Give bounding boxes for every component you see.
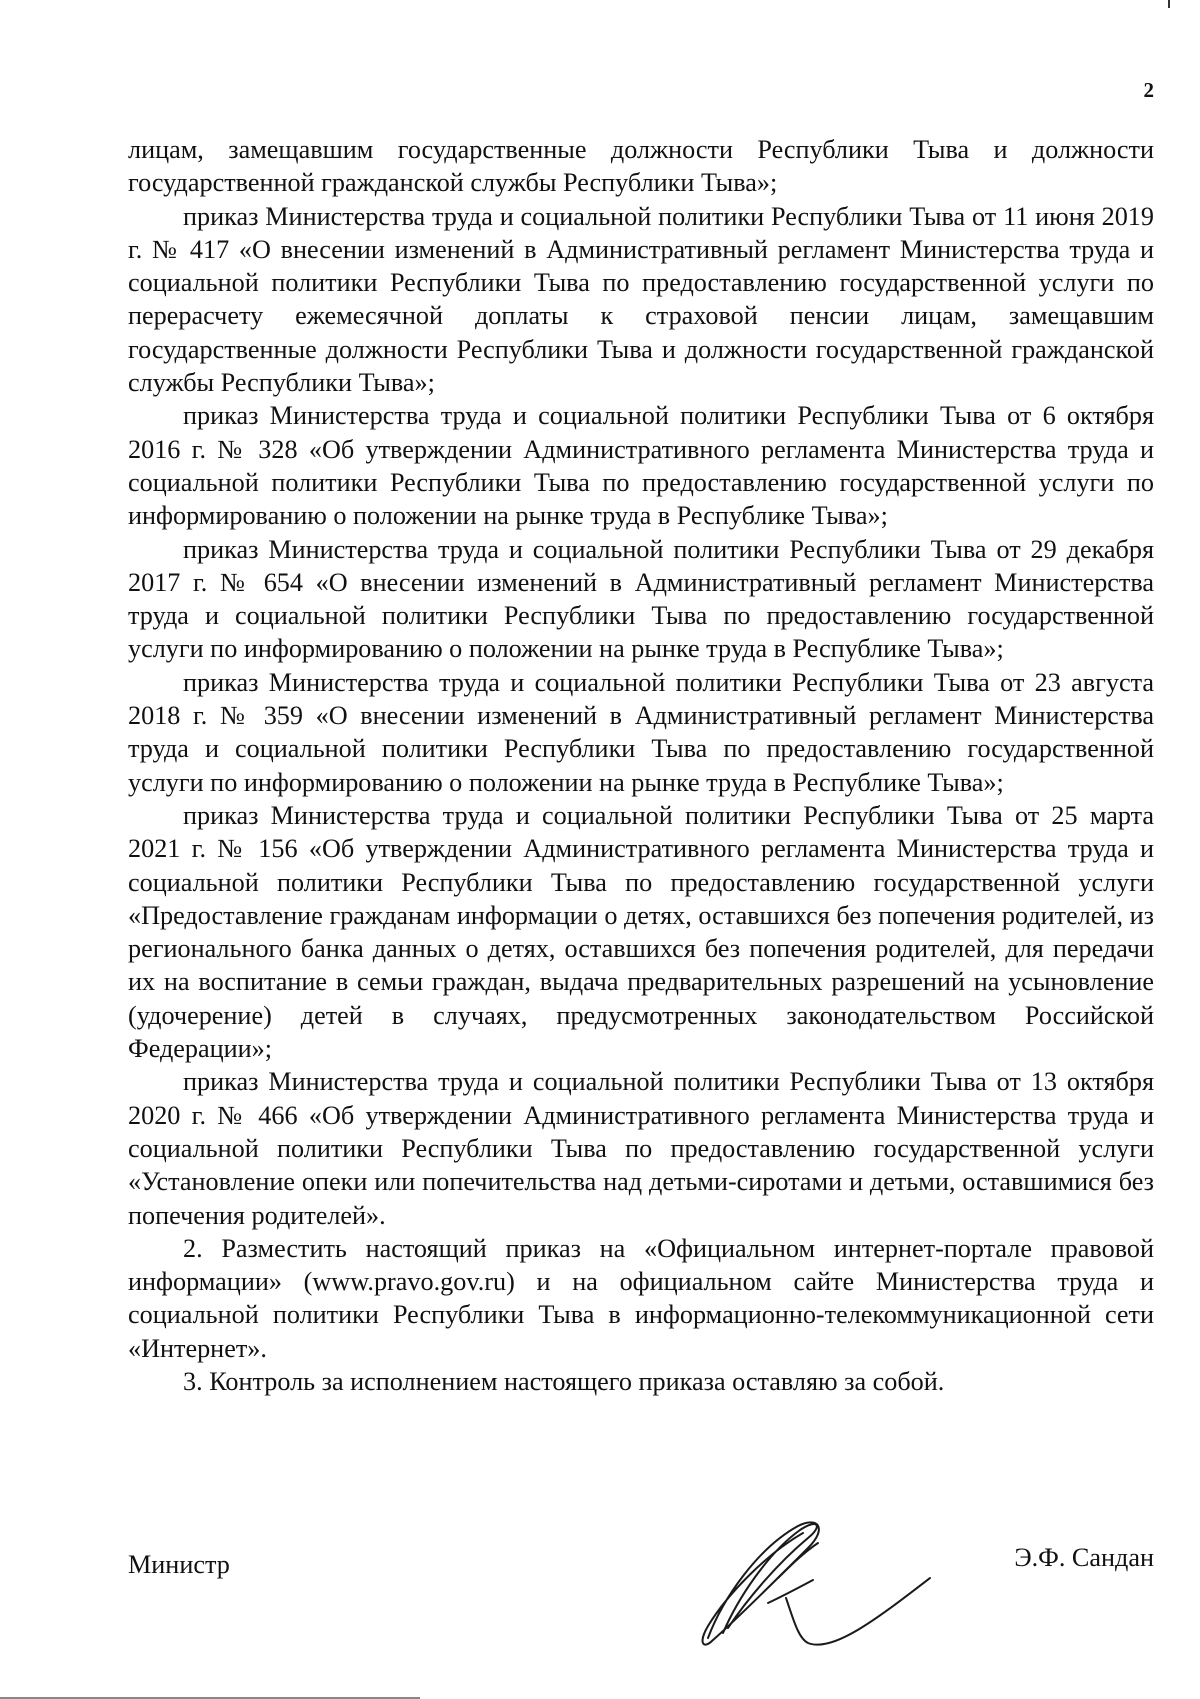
paragraph: 2. Разместить настоящий приказ на «Официальном интернет-портале правовой информации» (www.pravo.gov.ru) и на официальном сайте Министерства труда и социальной политики Республики Тыва в информационно-телекоммуникационной сети «Интернет». <box>128 1233 1154 1363</box>
scan-corner-mark <box>1168 0 1170 8</box>
signer-name: Э.Ф. Сандан <box>1014 1543 1154 1572</box>
paragraph: приказ Министерства труда и социальной политики Республики Тыва от 11 июня 2019 г. № 417 «О внесении изменений в Административный регламент Министерства труда и социальной политики Республики Тыва по предоставлению государственной услуги по перерасчету ежемесячной доплаты к страховой пенсии лицам, замещавшим государственные должности Республики Тыва и должности государственной гражданской службы Республики Тыва»; <box>128 201 1154 398</box>
paragraph: приказ Министерства труда и социальной политики Республики Тыва от 13 октября 2020 г. № 466 «Об утверждении Административного регламента Министерства труда и социальной политики Республики Тыва по предоставлению государственной услуги «Установление опеки или попечительства над детьми-сиротами и детьми, оставшимися без попечения родителей». <box>128 1067 1154 1230</box>
paragraph: лицам, замещавшим государственные должности Республики Тыва и должности государственной гражданской службы Республики Тыва»; <box>128 135 1154 198</box>
paragraph: 3. Контроль за исполнением настоящего приказа оставляю за собой. <box>183 1366 945 1396</box>
page-number: 2 <box>1143 78 1154 102</box>
paragraph: приказ Министерства труда и социальной политики Республики Тыва от 23 августа 2018 г. № 359 «О внесении изменений в Административный регламент Министерства труда и социальной политики Республики Тыва по предоставлению государственной услуги по информированию о положении на рынке труда в Республике Тыва»; <box>128 667 1154 797</box>
signature-block <box>128 1530 1154 1670</box>
paragraph: приказ Министерства труда и социальной политики Республики Тыва от 25 марта 2021 г. № 156 «Об утверждении Административного регламента Министерства труда и социальной политики Республики Тыва по предоставлению государственной услуги «Предоставление гражданам информации о детях, оставшихся без попечения родителей, из регионального банка данных о детях, оставшихся без попечения родителей, для передачи их на воспитание в семьи граждан, выдача предварительных разрешений на усыновление (удочерение) детей в случаях, предусмотренных законодательством Российской Федерации»; <box>128 800 1154 1064</box>
paragraph: приказ Министерства труда и социальной политики Республики Тыва от 29 декабря 2017 г. № 654 «О внесении изменений в Административный регламент Министерства труда и социальной политики Республики Тыва по предоставлению государственной услуги по информированию о положении на рынке труда в Республике Тыва»; <box>128 534 1154 664</box>
handwritten-signature <box>668 1508 938 1658</box>
paragraph: приказ Министерства труда и социальной политики Республики Тыва от 6 октября 2016 г. № 328 «Об утверждении Административного регламента Министерства труда и социальной политики Республики Тыва по предоставлению государственной услуги по информированию о положении на рынке труда в Республике Тыва»; <box>128 401 1154 531</box>
signer-position: Министр <box>128 1550 230 1579</box>
document-body <box>128 133 1154 1398</box>
